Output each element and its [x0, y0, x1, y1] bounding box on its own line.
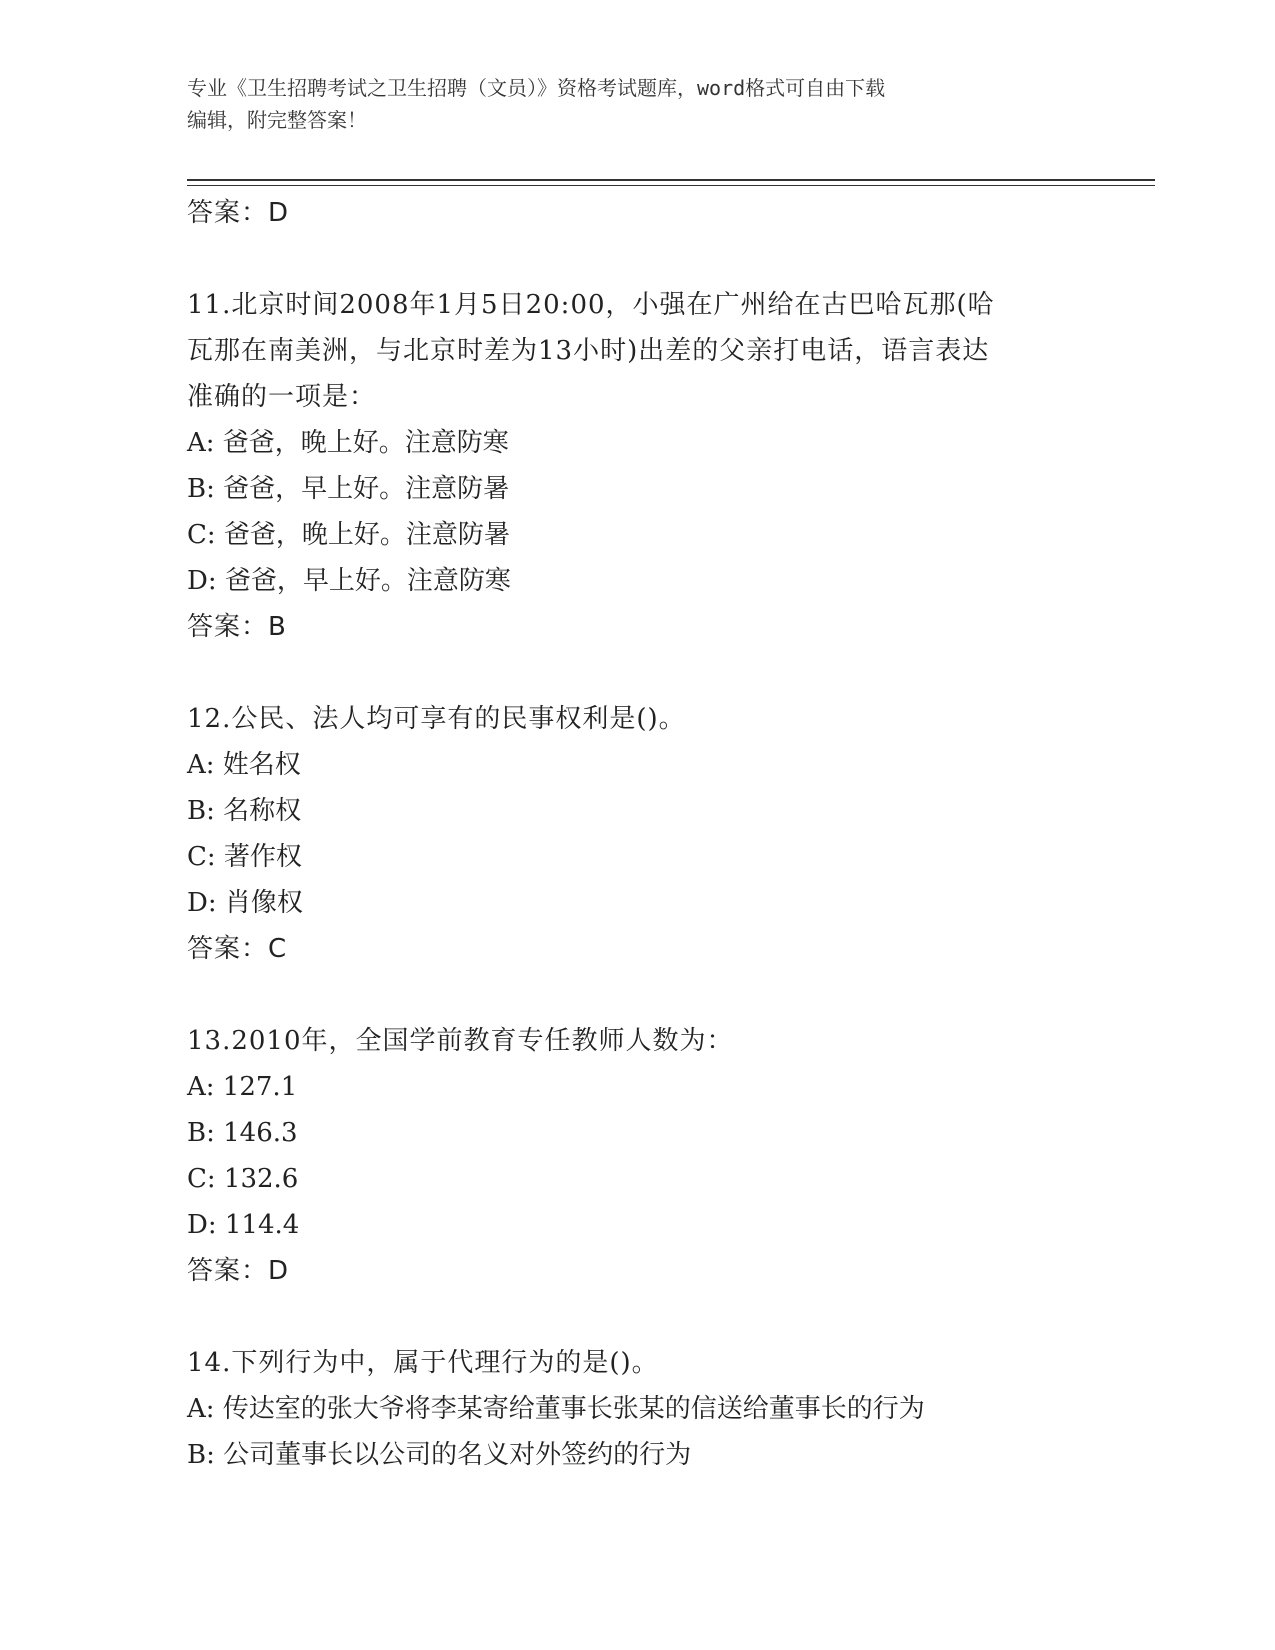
question-stem-line: 11.北京时间2008年1月5日20:00，小强在广州给在古巴哈瓦那(哈	[187, 290, 995, 320]
option-b: B: 名称权	[187, 796, 302, 826]
answer: 答案：D	[187, 1256, 290, 1286]
header-rule-thin	[187, 185, 1155, 186]
option-a: A: 127.1	[187, 1072, 298, 1102]
answer: 答案：C	[187, 934, 288, 964]
option-a: A: 传达室的张大爷将李某寄给董事长张某的信送给董事长的行为	[187, 1394, 925, 1424]
header-line-2: 编辑，附完整答案！	[187, 108, 367, 132]
question-stem-line: 14.下列行为中，属于代理行为的是()。	[187, 1348, 659, 1378]
option-d: D: 114.4	[187, 1210, 300, 1240]
question-12	[187, 696, 1087, 972]
option-b: B: 146.3	[187, 1118, 298, 1148]
question-body	[187, 190, 1087, 1478]
option-a: A: 姓名权	[187, 750, 301, 780]
header-rule-thick	[187, 179, 1155, 181]
question-stem-line: 瓦那在南美洲，与北京时差为13小时)出差的父亲打电话，语言表达	[187, 336, 990, 366]
question-stem-line: 12.公民、法人均可享有的民事权利是()。	[187, 704, 686, 734]
question-14	[187, 1340, 1087, 1478]
option-b: B: 爸爸，早上好。注意防暑	[187, 474, 510, 504]
option-c: C: 著作权	[187, 842, 302, 872]
option-c: C: 132.6	[187, 1164, 299, 1194]
prev-answer: 答案：D	[187, 198, 290, 228]
option-d: D: 爸爸，早上好。注意防寒	[187, 566, 511, 596]
question-stem-line: 准确的一项是：	[187, 382, 377, 412]
question-11	[187, 282, 1087, 650]
answer: 答案：B	[187, 612, 287, 642]
header-line-1: 专业《卫生招聘考试之卫生招聘（文员）》资格考试题库，word格式可自由下载	[187, 76, 886, 100]
option-c: C: 爸爸，晚上好。注意防暑	[187, 520, 510, 550]
question-stem-line: 13.2010年，全国学前教育专任教师人数为：	[187, 1026, 734, 1056]
question-13	[187, 1018, 1087, 1294]
option-d: D: 肖像权	[187, 888, 303, 918]
page-header	[187, 72, 1087, 136]
option-b: B: 公司董事长以公司的名义对外签约的行为	[187, 1440, 692, 1470]
option-a: A: 爸爸，晚上好。注意防寒	[187, 428, 509, 458]
